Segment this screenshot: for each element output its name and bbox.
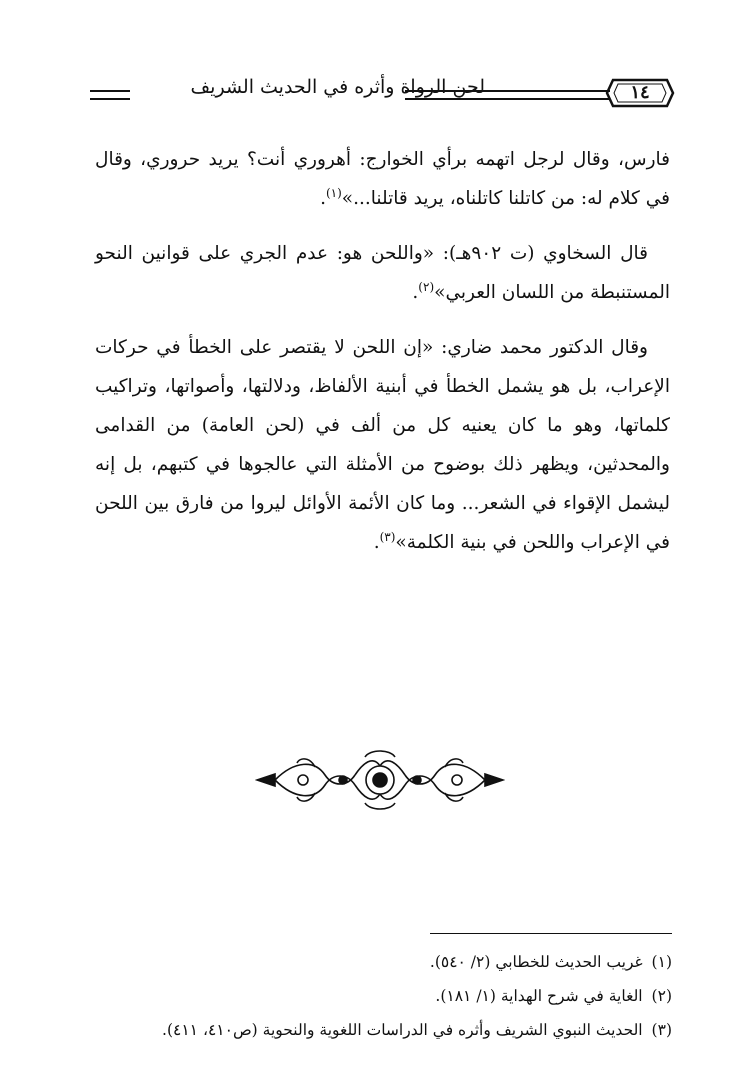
footnote-2 (60, 979, 672, 1013)
paragraph-1 (95, 140, 670, 218)
footnote-number: (٣) (651, 1021, 672, 1039)
footnote-ref-1: (١) (325, 185, 342, 200)
paragraph-2-end: . (412, 282, 419, 303)
main-text (95, 140, 670, 578)
footnote-ref-2: (٢) (418, 279, 435, 294)
footnote-ref-3: (٣) (379, 529, 396, 544)
paragraph-3 (95, 328, 670, 562)
paragraph-3-end: . (373, 532, 380, 553)
paragraph-1-text: فارس، وقال لرجل اتهمه برأي الخوارج: أهروري أنت؟ يريد حروري، وقال في كلام له: من كاتلنا كاتلناه، يريد قاتلنا...» (95, 149, 670, 209)
paragraph-2-text: قال السخاوي (ت ٩٠٢هـ): «واللحن هو: عدم الجري على قوانين النحو المستنبطة من اللسان العربي» (95, 243, 670, 303)
ornament-divider-icon (255, 745, 505, 815)
footnote-separator (430, 933, 672, 934)
header-title: لحن الرواة وأثره في الحديث الشريف (190, 76, 485, 98)
paragraph-3-text: وقال الدكتور محمد ضاري: «إن اللحن لا يقتصر على الخطأ في حركات الإعراب، بل هو يشمل الخطأ في أبنية الألفاظ، ودلالتها، وأصواتها، وتراكيب كلماتها، وهو ما كان يعنيه كل من ألف في (لحن العامة) من القدامى والمحدثين، ويظهر ذلك بوضوح من الأمثلة التي عالجوها في كتبهم، بل إنه ليشمل الإقواء في الشعر... وما كان الأئمة الأوائل ليروا من فارق بين اللحن في الإعراب واللحن في بنية الكلمة» (95, 337, 670, 553)
page-number-badge (605, 76, 675, 110)
footnote-text: غريب الحديث للخطابي (٢/ ٥٤٠). (429, 953, 643, 971)
footnotes (60, 945, 672, 1047)
footnote-number: (٢) (651, 987, 672, 1005)
header-rule-left (90, 90, 130, 100)
header-rule-right (405, 90, 610, 100)
page-number: ١٤ (630, 82, 650, 103)
paragraph-1-end: . (320, 188, 326, 209)
footnote-text: الحديث النبوي الشريف وأثره في الدراسات اللغوية والنحوية (ص٤١٠، ٤١١). (162, 1021, 643, 1039)
running-header (80, 70, 680, 120)
footnote-3 (60, 1013, 672, 1047)
paragraph-2 (95, 234, 670, 312)
footnote-number: (١) (651, 953, 672, 971)
footnote-text: الغاية في شرح الهداية (١/ ١٨١). (435, 987, 643, 1005)
footnote-1 (60, 945, 672, 979)
